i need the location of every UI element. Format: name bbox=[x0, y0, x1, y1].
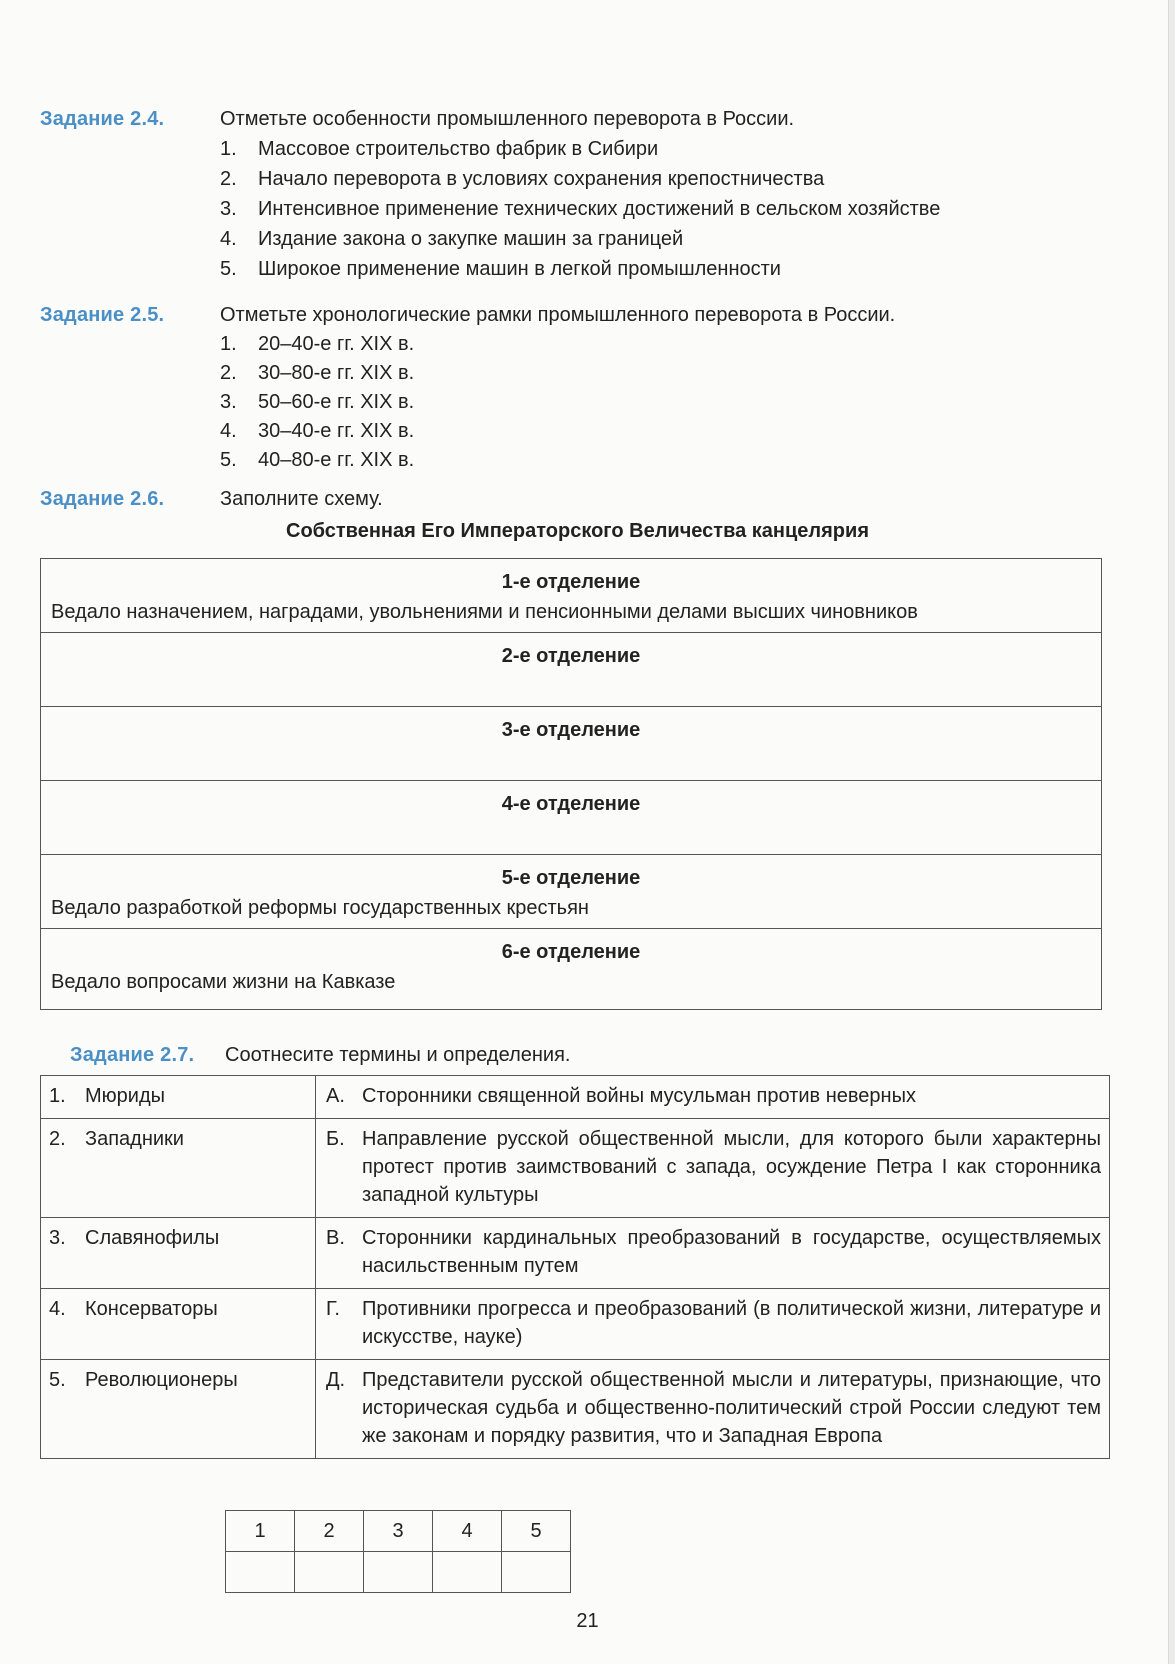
option-list bbox=[220, 134, 940, 284]
option-number: 3. bbox=[220, 198, 237, 220]
department-box[interactable] bbox=[41, 781, 1101, 855]
option-item[interactable] bbox=[220, 224, 940, 254]
definition-letter: В. bbox=[326, 1227, 345, 1249]
option-text: 30–80-е гг. XIX в. bbox=[258, 362, 415, 384]
page-number: 21 bbox=[576, 1610, 599, 1632]
option-text: Массовое строительство фабрик в Сибири bbox=[258, 138, 659, 160]
answer-header: 2 bbox=[295, 1511, 364, 1552]
task-2-4 bbox=[40, 104, 940, 284]
answer-cell[interactable] bbox=[226, 1552, 295, 1593]
term-cell bbox=[41, 1076, 316, 1119]
department-box[interactable] bbox=[41, 707, 1101, 781]
department-box bbox=[41, 559, 1101, 633]
matching-table bbox=[40, 1075, 1110, 1459]
option-text: 20–40-е гг. XIX в. bbox=[258, 333, 415, 355]
definition-cell bbox=[316, 1119, 1110, 1218]
definition-text: Сторонники кардинальных преобразований в государстве, осуществляемых насильственным путем bbox=[362, 1227, 1101, 1277]
term-cell bbox=[41, 1360, 316, 1459]
option-number: 5. bbox=[220, 449, 237, 471]
definition-letter: А. bbox=[326, 1085, 345, 1107]
option-item[interactable] bbox=[220, 254, 940, 284]
task-label: Задание 2.6. bbox=[40, 488, 165, 510]
definition-text: Сторонники священной войны мусульман против неверных bbox=[362, 1085, 916, 1107]
option-list bbox=[220, 330, 895, 475]
term-number: 2. bbox=[49, 1128, 66, 1150]
task-label: Задание 2.4. bbox=[40, 108, 165, 130]
department-title: 3-е отделение bbox=[501, 719, 641, 741]
department-title: 1-е отделение bbox=[501, 571, 641, 593]
department-box bbox=[41, 929, 1101, 1009]
option-number: 5. bbox=[220, 258, 237, 280]
department-title: 5-е отделение bbox=[501, 867, 641, 889]
task-2-5 bbox=[40, 300, 895, 475]
term-text: Консерваторы bbox=[85, 1298, 218, 1320]
answer-header: 3 bbox=[364, 1511, 433, 1552]
option-item[interactable] bbox=[220, 359, 895, 388]
option-text: Начало переворота в условиях сохранения крепостничества bbox=[258, 168, 825, 190]
task-2-7 bbox=[70, 1040, 570, 1070]
option-text: 40–80-е гг. XIX в. bbox=[258, 449, 415, 471]
option-text: 30–40-е гг. XIX в. bbox=[258, 420, 415, 442]
option-text: Широкое применение машин в легкой промышленности bbox=[258, 258, 781, 280]
answer-header-row bbox=[226, 1511, 571, 1552]
scheme-table bbox=[40, 558, 1102, 1010]
task-2-6 bbox=[40, 484, 383, 514]
answer-header: 4 bbox=[433, 1511, 502, 1552]
table-row bbox=[41, 1076, 1110, 1119]
answer-grid bbox=[225, 1510, 571, 1593]
page-edge bbox=[1168, 0, 1175, 1664]
option-number: 2. bbox=[220, 168, 237, 190]
task-question: Соотнесите термины и определения. bbox=[225, 1044, 571, 1066]
definition-cell bbox=[316, 1076, 1110, 1119]
definition-text: Представители русской общественной мысли и литературы, признающие, что историческая судьба и общественно-политический строй России следуют тем же законам и порядку развития, что и Западная Европа bbox=[362, 1369, 1101, 1447]
answer-cell[interactable] bbox=[295, 1552, 364, 1593]
option-number: 1. bbox=[220, 138, 237, 160]
term-text: Славянофилы bbox=[85, 1227, 220, 1249]
term-number: 3. bbox=[49, 1227, 66, 1249]
department-title: 4-е отделение bbox=[501, 793, 641, 815]
task-label: Задание 2.5. bbox=[40, 304, 165, 326]
task-question: Отметьте хронологические рамки промышленного переворота в России. bbox=[220, 304, 896, 326]
option-item[interactable] bbox=[220, 446, 895, 475]
term-text: Мюриды bbox=[85, 1085, 165, 1107]
table-row bbox=[41, 1119, 1110, 1218]
term-cell bbox=[41, 1119, 316, 1218]
answer-cell[interactable] bbox=[502, 1552, 571, 1593]
definition-text: Противники прогресса и преобразований (в политической жизни, литературе и искусстве, науке) bbox=[362, 1298, 1101, 1348]
definition-cell bbox=[316, 1360, 1110, 1459]
option-text: Интенсивное применение технических достижений в сельском хозяйстве bbox=[258, 198, 941, 220]
table-row bbox=[41, 1218, 1110, 1289]
option-text: 50–60-е гг. XIX в. bbox=[258, 391, 415, 413]
option-item[interactable] bbox=[220, 330, 895, 359]
definition-cell bbox=[316, 1218, 1110, 1289]
option-item[interactable] bbox=[220, 417, 895, 446]
answer-cell[interactable] bbox=[433, 1552, 502, 1593]
option-item[interactable] bbox=[220, 164, 940, 194]
term-number: 1. bbox=[49, 1085, 66, 1107]
term-cell bbox=[41, 1289, 316, 1360]
option-item[interactable] bbox=[220, 194, 940, 224]
option-item[interactable] bbox=[220, 134, 940, 164]
department-box bbox=[41, 855, 1101, 929]
answer-header: 1 bbox=[226, 1511, 295, 1552]
definition-letter: Д. bbox=[326, 1369, 346, 1391]
option-number: 4. bbox=[220, 228, 237, 250]
term-text: Западники bbox=[85, 1128, 184, 1150]
task-question: Отметьте особенности промышленного переворота в России. bbox=[220, 108, 795, 130]
department-box[interactable] bbox=[41, 633, 1101, 707]
department-description: Ведало разработкой реформы государственных крестьян bbox=[51, 897, 589, 919]
option-item[interactable] bbox=[220, 388, 895, 417]
task-label: Задание 2.7. bbox=[70, 1044, 195, 1066]
definition-text: Направление русской общественной мысли, для которого были характерны протест против заимствований с запада, осуждение Петра I как сторонника западной культуры bbox=[362, 1128, 1101, 1206]
task-question: Заполните схему. bbox=[220, 488, 383, 510]
table-row bbox=[41, 1289, 1110, 1360]
option-number: 2. bbox=[220, 362, 237, 384]
department-title: 2-е отделение bbox=[501, 645, 641, 667]
answer-header: 5 bbox=[502, 1511, 571, 1552]
term-text: Революционеры bbox=[85, 1369, 238, 1391]
department-title: 6-е отделение bbox=[501, 941, 641, 963]
term-cell bbox=[41, 1218, 316, 1289]
term-number: 4. bbox=[49, 1298, 66, 1320]
term-number: 5. bbox=[49, 1369, 66, 1391]
option-number: 3. bbox=[220, 391, 237, 413]
definition-letter: Г. bbox=[326, 1298, 340, 1320]
table-row bbox=[41, 1360, 1110, 1459]
department-description: Ведало назначением, наградами, увольнениями и пенсионными делами высших чиновников bbox=[51, 601, 918, 623]
option-number: 1. bbox=[220, 333, 237, 355]
option-text: Издание закона о закупке машин за границей bbox=[258, 228, 684, 250]
scheme-title: Собственная Его Императорского Величества канцелярия bbox=[286, 520, 869, 542]
definition-cell bbox=[316, 1289, 1110, 1360]
definition-letter: Б. bbox=[326, 1128, 345, 1150]
answer-cell[interactable] bbox=[364, 1552, 433, 1593]
answer-input-row bbox=[226, 1552, 571, 1593]
department-description: Ведало вопросами жизни на Кавказе bbox=[51, 971, 396, 993]
option-number: 4. bbox=[220, 420, 237, 442]
